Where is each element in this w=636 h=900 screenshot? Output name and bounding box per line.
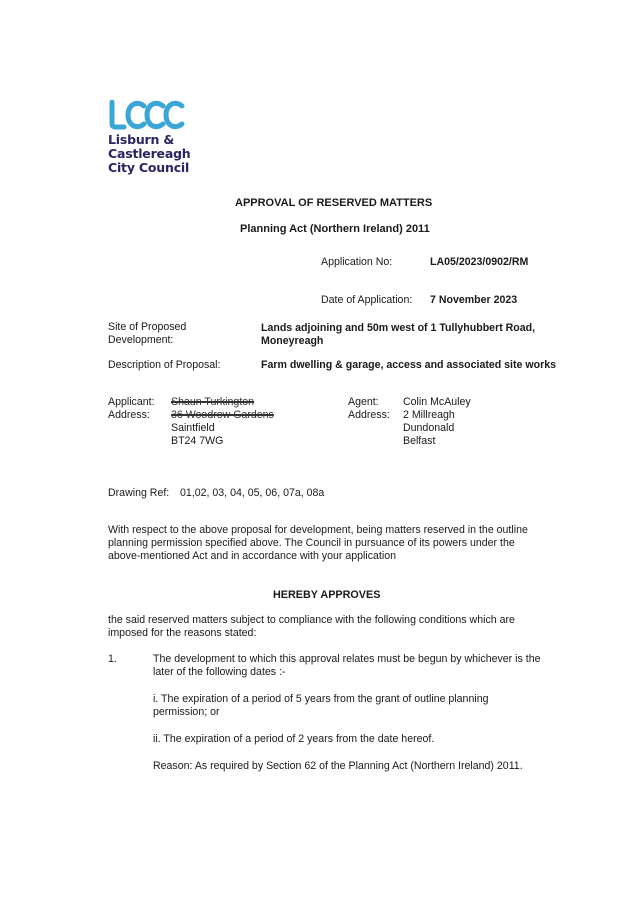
applicant-address-line: Saintfield — [171, 422, 215, 434]
council-name — [108, 133, 198, 175]
council-logo — [108, 100, 198, 175]
application-no-value: LA05/2023/0902/RM — [430, 256, 529, 268]
council-name-line: City Council — [108, 160, 190, 175]
agent-address-line: 2 Millreagh — [403, 409, 455, 421]
application-date-label: Date of Application: — [321, 294, 413, 306]
condition-item: i. The expiration of a period of 5 years from the grant of outline planning permission; or — [153, 693, 489, 718]
proposal-value: Farm dwelling & garage, access and associated site works — [261, 359, 556, 371]
site-label-line: Development: — [108, 334, 174, 346]
applicant-label: Applicant: — [108, 396, 155, 408]
applicant-address-label: Address: — [108, 409, 150, 421]
agent-address-label: Address: — [348, 409, 390, 421]
proposal-label: Description of Proposal: — [108, 359, 221, 371]
agent-address-line: Dundonald — [403, 422, 455, 434]
council-name-line: Castlereagh — [108, 146, 191, 161]
applicant-address-line-redacted: 36 Woodrow Gardens — [171, 409, 274, 421]
agent-address-line: Belfast — [403, 435, 436, 447]
act-title: Planning Act (Northern Ireland) 2011 — [240, 223, 430, 235]
site-value — [261, 322, 535, 348]
condition-item: ii. The expiration of a period of 2 years from the date hereof. — [153, 733, 435, 745]
applicant-name-redacted: Shaun Turkington — [171, 396, 255, 408]
lccc-logo-mark-icon — [108, 100, 188, 130]
condition-reason: Reason: As required by Section 62 of the Planning Act (Northern Ireland) 2011. — [153, 760, 523, 772]
site-value-line: Moneyreagh — [261, 335, 324, 347]
drawing-ref-label: Drawing Ref: — [108, 487, 170, 499]
agent-name: Colin McAuley — [403, 396, 471, 408]
site-value-line: Lands adjoining and 50m west of 1 Tullyhubbert Road, — [261, 322, 536, 334]
condition-text: The development to which this approval relates must be begun by whichever is the later of the following dates :- — [153, 653, 541, 678]
approves-paragraph: the said reserved matters subject to compliance with the following conditions which are imposed for the reasons stated: — [108, 614, 515, 639]
council-name-line: Lisburn & — [108, 132, 175, 147]
agent-address — [403, 409, 455, 448]
application-date-value: 7 November 2023 — [430, 294, 518, 306]
intro-paragraph: With respect to the above proposal for development, being matters reserved in the outline planning permission specified above. The Council in pursuance of its powers under the above-mentioned Act and in accordance with your application — [108, 524, 528, 562]
site-label — [108, 321, 186, 347]
applicant-address-line: BT24 7WG — [171, 435, 224, 447]
agent-label: Agent: — [348, 396, 379, 408]
condition-number: 1. — [108, 653, 117, 665]
site-label-line: Site of Proposed — [108, 321, 187, 333]
application-no-label: Application No: — [321, 256, 393, 268]
approves-heading: HEREBY APPROVES — [273, 589, 381, 601]
drawing-ref-value: 01,02, 03, 04, 05, 06, 07a, 08a — [180, 487, 325, 499]
page-title: APPROVAL OF RESERVED MATTERS — [235, 197, 433, 209]
applicant-address — [171, 409, 274, 448]
